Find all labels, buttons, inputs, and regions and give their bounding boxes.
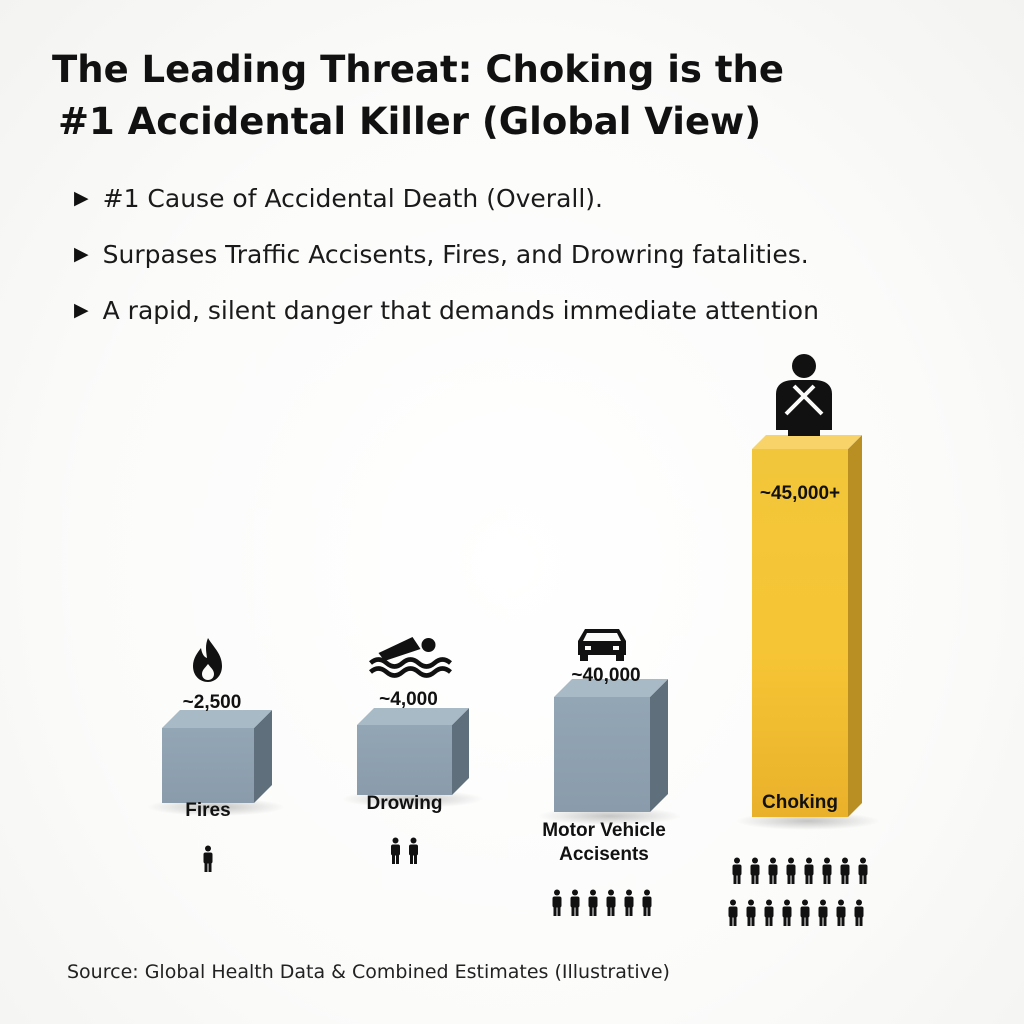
- person-icon: [747, 900, 756, 927]
- category-label: Motor Vehicle: [542, 820, 666, 841]
- bullet-text: Surpases Traffic Accisents, Fires, and Drowring fatalities.: [102, 239, 809, 269]
- category-label: Accisents: [559, 844, 649, 865]
- person-icon: [729, 900, 738, 927]
- bar-group: [341, 637, 484, 864]
- category-label: Fires: [185, 800, 231, 821]
- person-icon: [765, 900, 774, 927]
- person-icon: [859, 858, 868, 885]
- person-icon: [855, 900, 864, 927]
- bar: [554, 697, 650, 812]
- person-icon: [823, 858, 832, 885]
- bullet-text: A rapid, silent danger that demands immediate attention: [102, 295, 819, 325]
- title-line-1: The Leading Threat: Choking is the: [52, 48, 784, 91]
- person-icon: [805, 858, 814, 885]
- person-icon: [751, 858, 760, 885]
- bar-group: [147, 638, 285, 872]
- bullet-text: #1 Cause of Accidental Death (Overall).: [102, 183, 603, 213]
- person-icon: [607, 890, 616, 917]
- person-icon: [409, 838, 418, 865]
- person-icon: [819, 900, 828, 927]
- bar-side: [848, 435, 862, 817]
- swimmer-icon: [371, 637, 451, 676]
- person-icon: [589, 890, 598, 917]
- person-icon: [783, 900, 792, 927]
- person-icon: [769, 858, 778, 885]
- bar-top: [357, 708, 469, 725]
- bar-group: [538, 629, 682, 916]
- person-icon: [801, 900, 810, 927]
- bar-side: [650, 679, 668, 812]
- source-note: Source: Global Health Data & Combined Estimates (Illustrative): [67, 961, 670, 983]
- person-icon: [643, 890, 652, 917]
- person-icon: [553, 890, 562, 917]
- person-icon: [733, 858, 742, 885]
- value-label: ~4,000: [379, 689, 438, 710]
- category-label: Choking: [762, 792, 838, 813]
- bar: [357, 725, 452, 795]
- category-label: Drowing: [366, 793, 443, 814]
- value-label: ~2,500: [182, 692, 242, 713]
- bar: [162, 728, 254, 803]
- person-icon: [204, 846, 213, 873]
- person-icon: [841, 858, 850, 885]
- title-line-2: #1 Accidental Killer (Global View): [58, 100, 762, 143]
- bar-top: [752, 435, 862, 449]
- value-label: ~45,000+: [759, 483, 841, 504]
- person-icon: [787, 858, 796, 885]
- person-icon: [625, 890, 634, 917]
- bullet-arrow-icon: ▶: [74, 299, 89, 321]
- fire-icon: [193, 638, 222, 682]
- value-label: ~40,000: [571, 665, 641, 686]
- person-icon: [571, 890, 580, 917]
- person-icon: [837, 900, 846, 927]
- bullet-arrow-icon: ▶: [74, 187, 89, 209]
- choking-person-icon: [776, 354, 832, 436]
- bullet-arrow-icon: ▶: [74, 243, 89, 265]
- bar-group: [729, 354, 881, 926]
- person-icon: [391, 838, 400, 865]
- bar: [752, 449, 848, 817]
- car-icon: [578, 629, 626, 661]
